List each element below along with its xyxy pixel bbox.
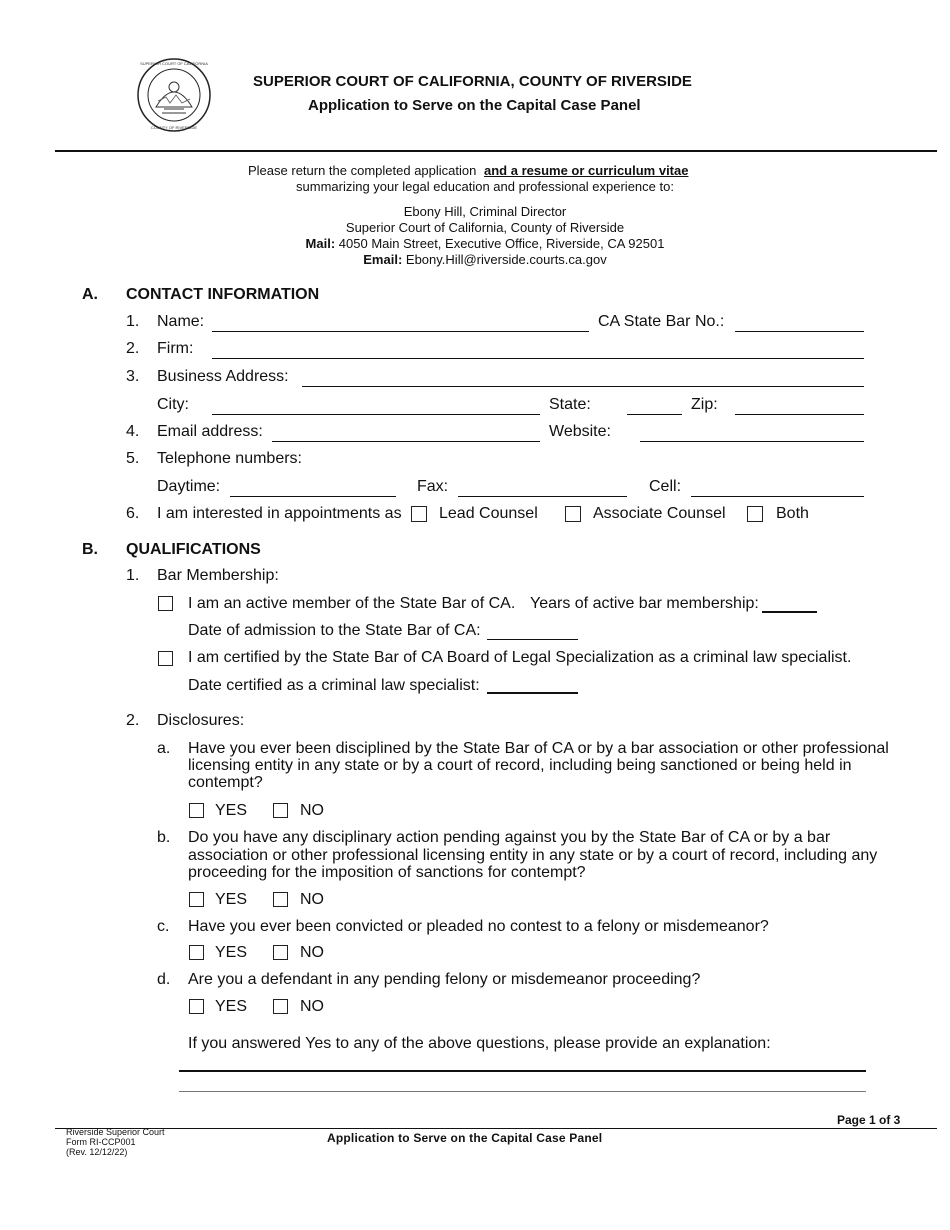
yes-label: YES xyxy=(215,891,248,908)
bar-number-label: CA State Bar No.: xyxy=(598,313,725,330)
section-b-title: QUALIFICATIONS xyxy=(126,541,261,558)
active-member-checkbox[interactable] xyxy=(158,596,173,611)
item-number: 6. xyxy=(126,505,140,522)
intro-line1-emph: and a resume or curriculum vitae xyxy=(484,163,689,178)
contact-email xyxy=(200,252,770,267)
admission-date-label: Date of admission to the State Bar of CA: xyxy=(188,622,481,639)
email-address-field[interactable] xyxy=(272,441,540,442)
question-d-yes-checkbox[interactable] xyxy=(189,999,204,1014)
svg-text:COUNTY OF RIVERSIDE: COUNTY OF RIVERSIDE xyxy=(150,125,198,130)
question-a-line2: licensing entity in any state or by a court of record, including being sanctioned or being held in xyxy=(188,757,852,774)
years-membership-field[interactable] xyxy=(762,611,817,613)
state-field[interactable] xyxy=(627,414,682,415)
yes-label: YES xyxy=(215,944,248,961)
years-membership-label: Years of active bar membership: xyxy=(530,595,759,612)
item-number: 2. xyxy=(126,340,140,357)
footer-revision: (Rev. 12/12/22) xyxy=(66,1147,128,1157)
question-a-no-checkbox[interactable] xyxy=(273,803,288,818)
question-b-yes-checkbox[interactable] xyxy=(189,892,204,907)
contact-name: Ebony Hill, Criminal Director xyxy=(403,204,567,219)
intro-line1-pre: Please return the completed application xyxy=(248,163,477,178)
footer-divider xyxy=(55,1128,937,1129)
question-c-no-checkbox[interactable] xyxy=(273,945,288,960)
bar-membership-label: Bar Membership: xyxy=(157,567,279,584)
business-address-label: Business Address: xyxy=(157,368,289,385)
item-number: 1. xyxy=(126,313,140,330)
interest-label: I am interested in appointments as xyxy=(157,505,402,522)
yes-label: YES xyxy=(215,998,248,1015)
item-number: 5. xyxy=(126,450,140,467)
daytime-field[interactable] xyxy=(230,496,396,497)
certified-date-label: Date certified as a criminal law specialist: xyxy=(188,677,480,694)
lead-counsel-checkbox[interactable] xyxy=(411,506,427,522)
cell-field[interactable] xyxy=(691,496,864,497)
question-c-line1: Have you ever been convicted or pleaded no contest to a felony or misdemeanor? xyxy=(188,918,769,935)
svg-text:SUPERIOR COURT OF CALIFORNIA: SUPERIOR COURT OF CALIFORNIA xyxy=(140,61,208,66)
associate-counsel-checkbox[interactable] xyxy=(565,506,581,522)
section-a-letter: A. xyxy=(82,286,98,303)
intro-line1 xyxy=(248,163,688,178)
email-address-label: Email address: xyxy=(157,423,263,440)
question-a-yes-checkbox[interactable] xyxy=(189,803,204,818)
form-title: Application to Serve on the Capital Case Panel xyxy=(308,97,641,114)
question-a-line3: contempt? xyxy=(188,774,263,791)
firm-field[interactable] xyxy=(212,358,864,359)
both-checkbox[interactable] xyxy=(747,506,763,522)
name-label: Name: xyxy=(157,313,205,330)
mail-label: Mail: xyxy=(305,236,336,251)
lead-counsel-label: Lead Counsel xyxy=(439,505,538,522)
header-divider xyxy=(55,150,937,152)
question-b-line3: proceeding for the imposition of sanctions for contempt? xyxy=(188,864,586,881)
no-label: NO xyxy=(300,998,324,1015)
footer-form-info xyxy=(66,1127,165,1157)
question-b-line2: association or other professional licensing entity in any state or by a court of record, including any xyxy=(188,847,878,864)
explanation-line-1[interactable] xyxy=(179,1070,866,1072)
explanation-line-2[interactable] xyxy=(179,1091,866,1092)
question-letter: a. xyxy=(157,740,171,757)
certified-specialist-label: I am certified by the State Bar of CA Board of Legal Specialization as a criminal law specialist. xyxy=(188,649,852,666)
footer-form-number: Form RI-CCP001 xyxy=(66,1137,136,1147)
footer-title: Application to Serve on the Capital Case Panel xyxy=(327,1131,603,1145)
explanation-label: If you answered Yes to any of the above questions, please provide an explanation: xyxy=(188,1035,771,1052)
court-seal-icon xyxy=(136,57,212,133)
bar-number-field[interactable] xyxy=(735,331,864,332)
question-b-no-checkbox[interactable] xyxy=(273,892,288,907)
yes-label: YES xyxy=(215,802,248,819)
email-label: Email: xyxy=(363,252,403,267)
city-label: City: xyxy=(157,396,189,413)
section-b-letter: B. xyxy=(82,541,98,558)
associate-counsel-label: Associate Counsel xyxy=(593,505,726,522)
no-label: NO xyxy=(300,891,324,908)
email-value: Ebony.Hill@riverside.courts.ca.gov xyxy=(405,252,607,267)
contact-org: Superior Court of California, County of Riverside xyxy=(345,220,625,235)
name-field[interactable] xyxy=(212,331,589,332)
business-address-field[interactable] xyxy=(302,386,864,387)
question-a-line1: Have you ever been disciplined by the State Bar of CA or by a bar association or other professional xyxy=(188,740,889,757)
zip-label: Zip: xyxy=(691,396,718,413)
state-label: State: xyxy=(549,396,591,413)
item-number: 2. xyxy=(126,712,140,729)
court-name: SUPERIOR COURT OF CALIFORNIA, COUNTY OF RIVERSIDE xyxy=(253,73,692,90)
contact-mail xyxy=(200,236,770,251)
daytime-label: Daytime: xyxy=(157,478,221,495)
admission-date-field[interactable] xyxy=(487,639,578,640)
intro-line2: summarizing your legal education and professional experience to: xyxy=(296,179,674,194)
both-label: Both xyxy=(776,505,809,522)
question-letter: d. xyxy=(157,971,171,988)
certified-date-field[interactable] xyxy=(487,692,578,694)
zip-field[interactable] xyxy=(735,414,864,415)
mail-value: 4050 Main Street, Executive Office, Riverside, CA 92501 xyxy=(338,236,665,251)
fax-field[interactable] xyxy=(458,496,627,497)
question-b-line1: Do you have any disciplinary action pending against you by the State Bar of CA or by a bar xyxy=(188,829,831,846)
disclosures-label: Disclosures: xyxy=(157,712,245,729)
fax-label: Fax: xyxy=(417,478,449,495)
no-label: NO xyxy=(300,802,324,819)
website-label: Website: xyxy=(549,423,611,440)
active-member-label: I am an active member of the State Bar of CA. xyxy=(188,595,516,612)
question-d-no-checkbox[interactable] xyxy=(273,999,288,1014)
telephone-label: Telephone numbers: xyxy=(157,450,302,467)
question-c-yes-checkbox[interactable] xyxy=(189,945,204,960)
item-number: 4. xyxy=(126,423,140,440)
cell-label: Cell: xyxy=(649,478,682,495)
question-d-line1: Are you a defendant in any pending felony or misdemeanor proceeding? xyxy=(188,971,701,988)
page-number: Page 1 of 3 xyxy=(837,1113,901,1127)
no-label: NO xyxy=(300,944,324,961)
website-field[interactable] xyxy=(640,441,864,442)
question-letter: c. xyxy=(157,918,170,935)
item-number: 3. xyxy=(126,368,140,385)
city-field[interactable] xyxy=(212,414,540,415)
firm-label: Firm: xyxy=(157,340,194,357)
certified-specialist-checkbox[interactable] xyxy=(158,651,173,666)
question-letter: b. xyxy=(157,829,171,846)
section-a-title: CONTACT INFORMATION xyxy=(126,286,320,303)
item-number: 1. xyxy=(126,567,140,584)
footer-court: Riverside Superior Court xyxy=(66,1127,165,1137)
